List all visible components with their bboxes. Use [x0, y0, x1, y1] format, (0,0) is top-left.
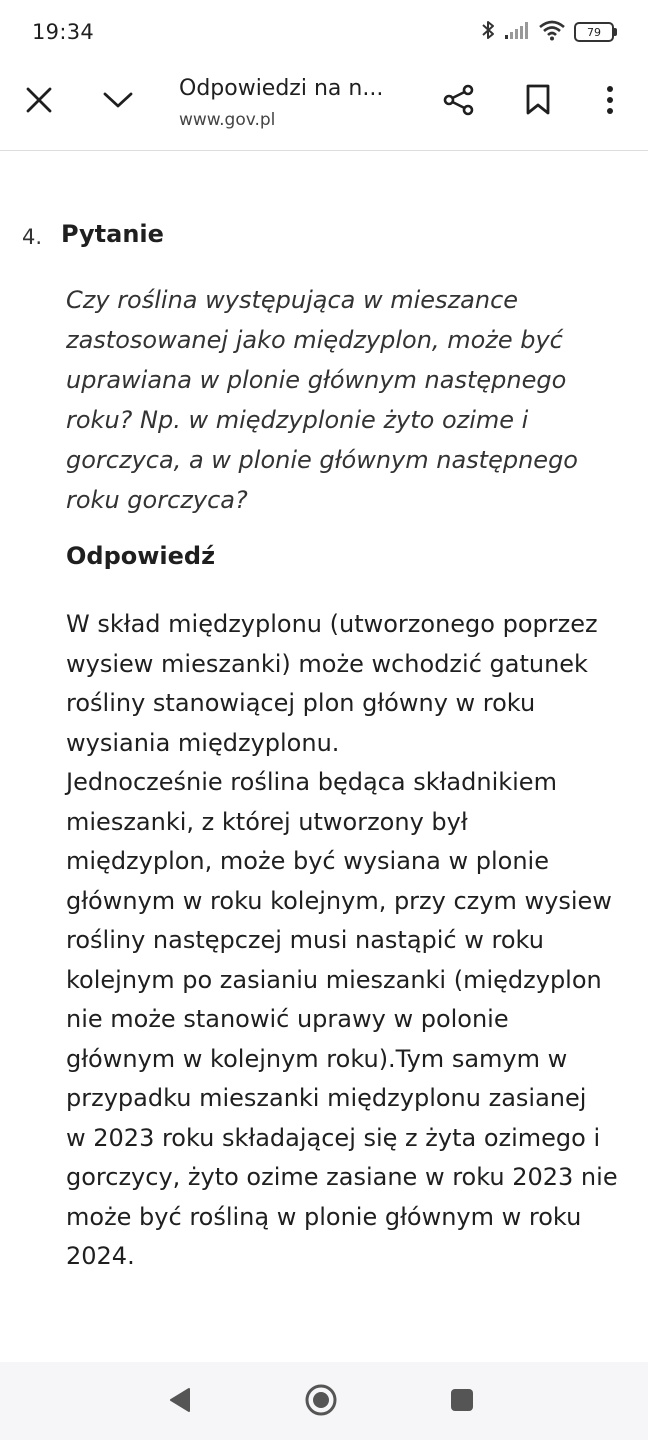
- question-line: gorczyca, a w plonie głównym następnego: [66, 446, 578, 474]
- answer-line: międzyplon, może być wysiana w plonie: [66, 847, 549, 875]
- answer-line: kolejnym po zasianiu mieszanki (międzyplon: [66, 965, 602, 994]
- close-icon: [26, 87, 52, 117]
- answer-line: głównym w roku kolejnym, przy czym wysiew: [66, 886, 612, 915]
- answer-line: w 2023 roku składającej się z żyta ozimego i: [66, 1123, 601, 1152]
- page-info[interactable]: [179, 74, 419, 132]
- bookmark-icon: [525, 84, 551, 120]
- answer-line: wysiania międzyplonu.: [66, 728, 340, 757]
- status-bar: [0, 0, 648, 64]
- status-time: 19:34: [32, 20, 95, 44]
- answer-text: [66, 605, 624, 1277]
- more-vert-icon: [606, 85, 614, 119]
- answer-heading: Odpowiedź: [66, 542, 216, 570]
- status-icons: [480, 17, 614, 47]
- recents-button[interactable]: [442, 1382, 482, 1422]
- bluetooth-icon: [480, 18, 496, 46]
- item-number: 4.: [22, 225, 43, 249]
- back-button[interactable]: [160, 1382, 200, 1422]
- more-options-button[interactable]: [584, 76, 636, 128]
- answer-line: może być rośliną w plonie głównym w roku: [66, 1202, 582, 1231]
- question-line: roku? Np. w międzyplonie żyto ozime i: [66, 406, 529, 434]
- share-button[interactable]: [433, 76, 485, 128]
- home-icon: [304, 1383, 338, 1421]
- answer-line: W skład międzyplonu (utworzonego poprzez: [66, 610, 598, 638]
- answer-line: 2024.: [66, 1242, 135, 1270]
- question-line: zastosowanej jako międzyplon, może być: [66, 326, 563, 354]
- question-text: [66, 280, 606, 520]
- close-button[interactable]: [13, 76, 65, 128]
- battery-icon: 79: [574, 22, 614, 42]
- answer-line: gorczycy, żyto ozime zasiane w roku 2023 nie: [66, 1163, 618, 1191]
- question-line: uprawiana w plonie głównym następnego: [66, 366, 567, 394]
- answer-line: przypadku mieszanki międzyplonu zasianej: [66, 1084, 587, 1112]
- minimize-button[interactable]: [92, 76, 144, 128]
- question-heading: Pytanie: [61, 220, 164, 248]
- page-content: [0, 150, 648, 1362]
- page-url: www.gov.pl: [179, 110, 276, 130]
- question-line: Czy roślina występująca w mieszance: [66, 286, 519, 314]
- browser-toolbar: [0, 64, 648, 151]
- question-line: roku gorczyca?: [66, 486, 248, 514]
- answer-line: rośliny stanowiącej plon główny w roku: [66, 689, 536, 717]
- share-icon: [442, 83, 476, 121]
- answer-line: rośliny następczej musi nastąpić w roku: [66, 926, 544, 954]
- signal-icon: [504, 20, 530, 44]
- back-icon: [168, 1387, 192, 1417]
- answer-line: wysiew mieszanki) może wchodzić gatunek: [66, 649, 588, 678]
- answer-line: mieszanki, z której utworzony był: [66, 807, 468, 836]
- home-button[interactable]: [301, 1382, 341, 1422]
- recents-icon: [449, 1387, 475, 1417]
- chevron-down-icon: [102, 90, 134, 114]
- answer-line: głównym w kolejnym roku).Tym samym w: [66, 1044, 568, 1073]
- system-nav-bar: [0, 1362, 648, 1440]
- bookmark-button[interactable]: [512, 76, 564, 128]
- answer-line: Jednocześnie roślina będąca składnikiem: [66, 768, 557, 796]
- answer-line: nie może stanowić uprawy w polonie: [66, 1005, 509, 1033]
- page-title: Odpowiedzi na n...: [179, 76, 384, 101]
- wifi-icon: [538, 19, 566, 45]
